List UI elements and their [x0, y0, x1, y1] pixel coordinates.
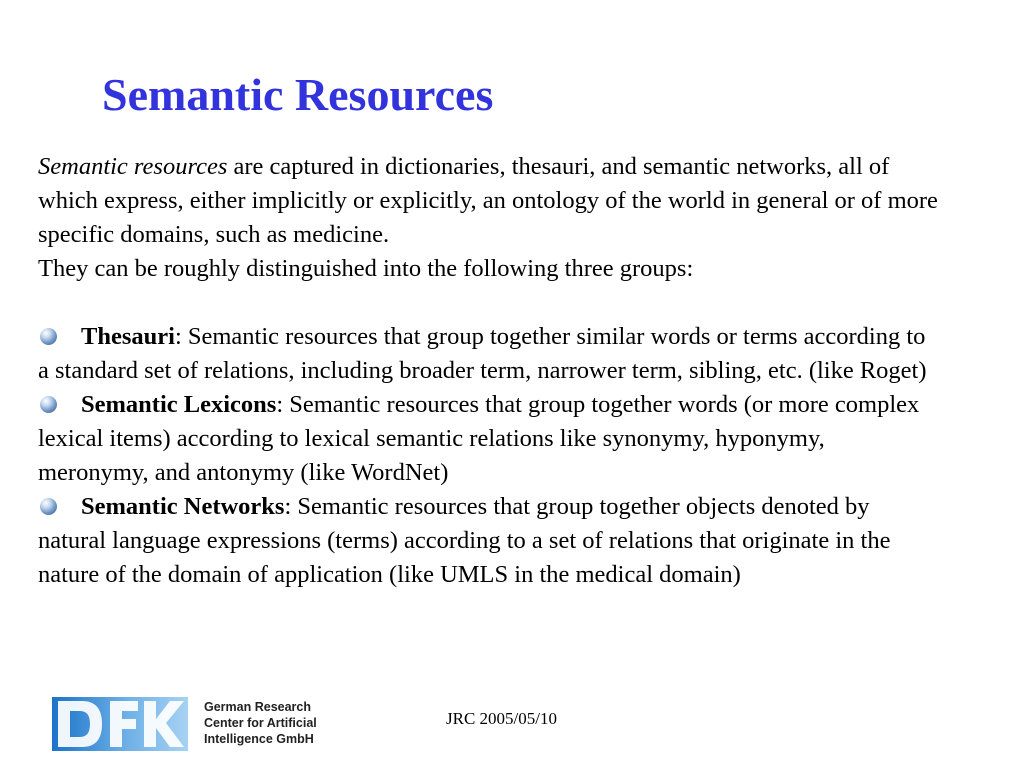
slide-title: Semantic Resources: [102, 69, 494, 120]
bullet-sphere-icon: [40, 328, 57, 345]
logo-line-3: Intelligence GmbH: [204, 732, 314, 746]
bullet-sphere-icon: [40, 498, 57, 515]
bullet-sphere-icon: [40, 396, 57, 413]
intro-text: are captured in dictionaries, thesauri, and semantic networks, all of which express, either implicitly or explicitly, an ontology of the world in general or of more specific domains, such as medicine.: [38, 153, 938, 248]
footer-date: JRC 2005/05/10: [446, 709, 557, 728]
groups-line: They can be roughly distinguished into the following three groups:: [38, 255, 694, 282]
dfki-logo-mark: [52, 697, 188, 751]
bullet-description: : Semantic resources that group together similar words or terms according to a standard set of relations, including broader term, narrower term, sibling, etc. (like Roget): [38, 323, 927, 384]
intro-paragraph: [38, 150, 938, 252]
bullet-item-thesauri: [38, 320, 938, 388]
logo-line-2: Center for Artificial: [204, 716, 317, 730]
bullet-description: : Semantic resources that group together words (or more complex lexical items) according to lexical semantic relations like synonymy, hyponymy, meronymy, and antonymy (like WordNet): [38, 391, 920, 486]
bullet-term: Thesauri: [81, 323, 175, 350]
dfki-letters-icon: [52, 697, 188, 751]
spacer: [38, 286, 938, 320]
dfki-logo-text: [204, 699, 329, 747]
bullet-description: : Semantic resources that group together objects denoted by natural language expressions (terms) according to a set of relations that originate in the nature of the domain of application (like UMLS in the medical domain): [38, 493, 891, 588]
bullet-term: Semantic Lexicons: [81, 391, 277, 418]
bullet-item-semantic-lexicons: [38, 388, 938, 490]
dfki-logo: [52, 697, 324, 751]
intro-italic-lead: Semantic resources: [38, 153, 228, 180]
slide-body: [38, 150, 938, 592]
bullet-item-semantic-networks: [38, 490, 938, 592]
bullet-term: Semantic Networks: [81, 493, 285, 520]
logo-line-1: German Research: [204, 700, 312, 714]
